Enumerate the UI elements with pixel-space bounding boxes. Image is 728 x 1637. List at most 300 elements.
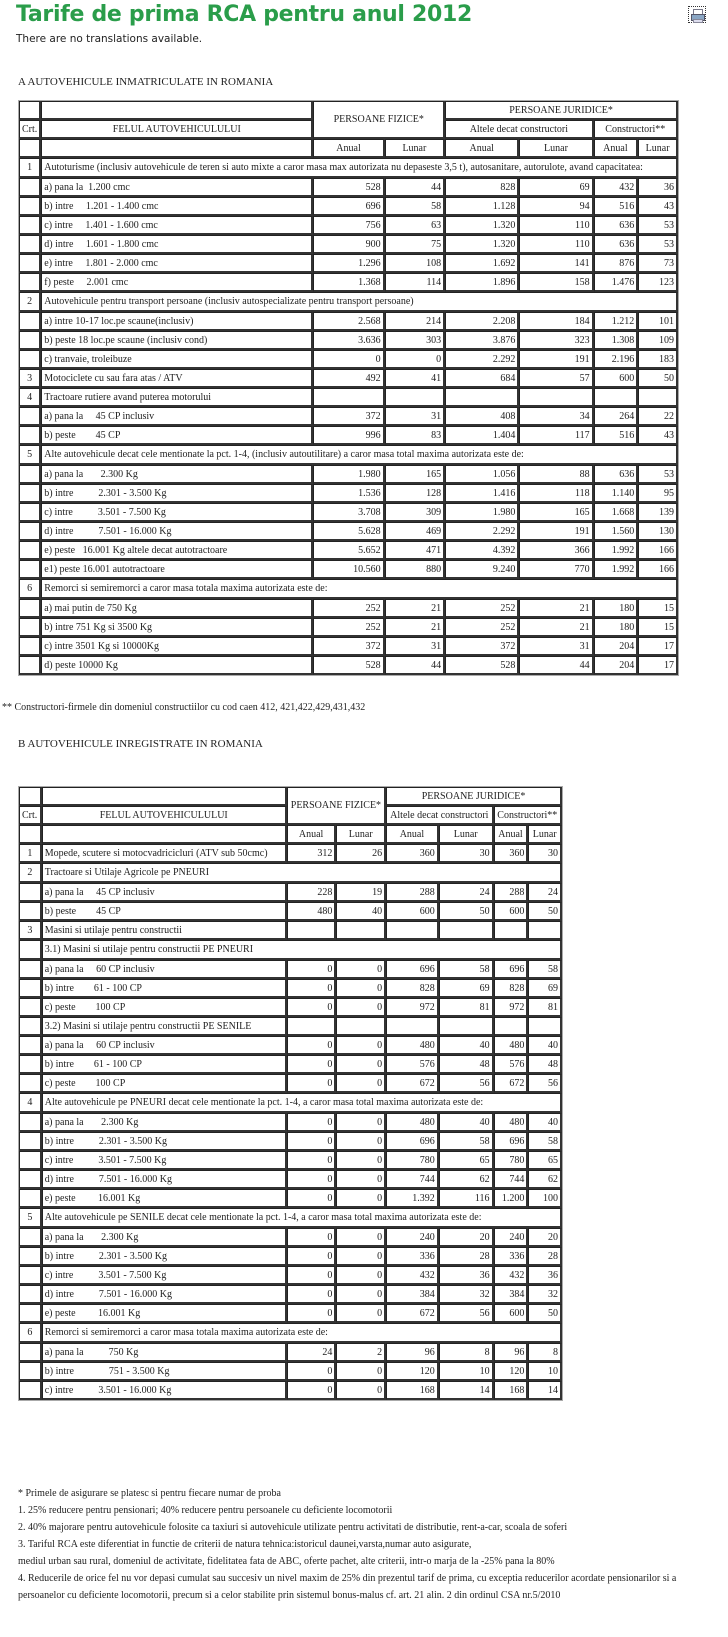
table-row xyxy=(19,541,678,560)
header-felul: FELUL AUTOVEHICULULUI xyxy=(41,120,313,139)
constructori-lunar-value: 56 xyxy=(528,1074,562,1093)
row-number: 6 xyxy=(19,1323,42,1343)
row-number xyxy=(19,484,41,503)
altele-lunar-value: 69 xyxy=(519,178,593,197)
fizice-lunar-value xyxy=(336,1017,386,1036)
row-number xyxy=(19,1074,42,1093)
fizice-anual-value: 0 xyxy=(287,1228,337,1247)
fizice-anual-value: 5.652 xyxy=(313,541,384,560)
constructori-lunar-value: 40 xyxy=(528,1113,562,1132)
row-number xyxy=(19,1170,42,1189)
vehicle-type-label: Alte autovehicule pe PNEURI decat cele mentionate la pct. 1-4, a caror masa total maxima autorizata este de: xyxy=(42,1093,562,1113)
constructori-lunar-value: 53 xyxy=(638,465,678,484)
vehicle-type-label: b) peste 45 CP xyxy=(42,902,287,921)
altele-anual-value xyxy=(445,388,519,407)
constructori-anual-value: 1.140 xyxy=(594,484,639,503)
row-number xyxy=(19,465,41,484)
altele-anual-value: 2.292 xyxy=(445,522,519,541)
fizice-anual-value: 696 xyxy=(313,197,384,216)
fizice-lunar-value: 165 xyxy=(385,465,445,484)
fizice-anual-value: 0 xyxy=(287,1074,337,1093)
fizice-anual-value: 372 xyxy=(313,407,384,426)
fizice-lunar-value: 58 xyxy=(385,197,445,216)
vehicle-type-label: a) pana la 45 CP inclusiv xyxy=(41,407,313,426)
constructori-lunar-value: 139 xyxy=(638,503,678,522)
printer-tray-shape xyxy=(693,19,703,23)
fizice-anual-value: 1.980 xyxy=(313,465,384,484)
altele-anual-value: 576 xyxy=(386,1055,439,1074)
fizice-lunar-value: 0 xyxy=(336,1132,386,1151)
constructori-lunar-value: 58 xyxy=(528,1132,562,1151)
row-number xyxy=(19,1036,42,1055)
altele-lunar-value: 141 xyxy=(519,254,593,273)
row-number xyxy=(19,350,41,369)
row-number: 1 xyxy=(19,844,42,863)
row-number xyxy=(19,637,41,656)
constructori-anual-value: 600 xyxy=(494,902,529,921)
fizice-lunar-value: 83 xyxy=(385,426,445,445)
constructori-lunar-value: 166 xyxy=(638,560,678,579)
row-number xyxy=(19,522,41,541)
fizice-anual-value: 10.560 xyxy=(313,560,384,579)
fizice-lunar-value: 0 xyxy=(336,1151,386,1170)
constructori-lunar-value: 22 xyxy=(638,407,678,426)
row-number xyxy=(19,407,41,426)
altele-anual-value: 828 xyxy=(386,979,439,998)
vehicle-type-label: b) peste 45 CP xyxy=(41,426,313,445)
table-row xyxy=(19,1132,562,1151)
fizice-anual-value: 0 xyxy=(287,979,337,998)
row-number xyxy=(19,273,41,292)
vehicle-type-label: c) intre 3.501 - 16.000 Kg xyxy=(42,1381,287,1400)
constructori-lunar-value: 95 xyxy=(638,484,678,503)
fizice-anual-value xyxy=(313,388,384,407)
altele-lunar-value: 20 xyxy=(439,1228,494,1247)
fizice-anual-value: 0 xyxy=(287,998,337,1017)
header-lunar: Lunar xyxy=(638,139,678,158)
vehicle-type-label: d) intre 7.501 - 16.000 Kg xyxy=(41,522,313,541)
constructori-anual-value: 360 xyxy=(494,844,529,863)
altele-anual-value: 1.320 xyxy=(445,216,519,235)
constructori-lunar-value xyxy=(528,921,562,940)
vehicle-type-label: b) intre 751 - 3.500 Kg xyxy=(42,1362,287,1381)
constructori-lunar-value: 43 xyxy=(638,426,678,445)
altele-anual-value: 1.128 xyxy=(445,197,519,216)
constructori-anual-value: 636 xyxy=(594,216,639,235)
table-row xyxy=(19,1074,562,1093)
altele-lunar-value: 184 xyxy=(519,312,593,331)
table-row xyxy=(19,426,678,445)
row-number: 4 xyxy=(19,388,41,407)
row-number: 1 xyxy=(19,158,41,178)
constructori-lunar-value: 32 xyxy=(528,1285,562,1304)
fizice-anual-value: 900 xyxy=(313,235,384,254)
fizice-anual-value: 0 xyxy=(287,1036,337,1055)
table-row xyxy=(19,1151,562,1170)
altele-anual-value: 384 xyxy=(386,1285,439,1304)
altele-anual-value: 2.208 xyxy=(445,312,519,331)
tariff-table-a xyxy=(18,100,679,676)
fizice-lunar-value: 128 xyxy=(385,484,445,503)
header-felul: FELUL AUTOVEHICULULUI xyxy=(42,806,287,825)
row-number: 2 xyxy=(19,292,41,312)
altele-lunar-value: 323 xyxy=(519,331,593,350)
altele-anual-value: 1.320 xyxy=(445,235,519,254)
table-row xyxy=(19,599,678,618)
table-row xyxy=(19,216,678,235)
row-number xyxy=(19,1343,42,1362)
constructori-lunar-value: 15 xyxy=(638,618,678,637)
table-group-row xyxy=(19,445,678,465)
altele-anual-value: 696 xyxy=(386,960,439,979)
altele-lunar-value: 366 xyxy=(519,541,593,560)
altele-lunar-value: 165 xyxy=(519,503,593,522)
constructori-anual-value: 180 xyxy=(594,599,639,618)
table-row xyxy=(19,1055,562,1074)
altele-anual-value: 600 xyxy=(386,902,439,921)
vehicle-type-label: b) intre 1.201 - 1.400 cmc xyxy=(41,197,313,216)
altele-lunar-value: 31 xyxy=(519,637,593,656)
fizice-lunar-value: 0 xyxy=(336,1285,386,1304)
vehicle-type-label: b) intre 61 - 100 CP xyxy=(42,1055,287,1074)
vehicle-type-label: c) intre 3.501 - 7.500 Kg xyxy=(41,503,313,522)
printer-icon[interactable] xyxy=(688,6,706,23)
table-row xyxy=(19,618,678,637)
vehicle-type-label: 3.2) Masini si utilaje pentru constructii PE SENILE xyxy=(42,1017,287,1036)
vehicle-type-label: c) intre 3.501 - 7.500 Kg xyxy=(42,1151,287,1170)
row-number xyxy=(19,1113,42,1132)
row-number: 4 xyxy=(19,1093,42,1113)
fizice-lunar-value: 0 xyxy=(336,1036,386,1055)
row-number xyxy=(19,178,41,197)
tariff-table-b xyxy=(18,786,563,1401)
table-row xyxy=(19,407,678,426)
header-blank-crt xyxy=(19,787,42,806)
vehicle-type-label: a) pana la 2.300 Kg xyxy=(42,1113,287,1132)
vehicle-type-label: a) pana la 750 Kg xyxy=(42,1343,287,1362)
section-a-title: A AUTOVEHICULE INMATRICULATE IN ROMANIA xyxy=(18,76,274,88)
fizice-anual-value: 24 xyxy=(287,1343,337,1362)
vehicle-type-label: Tractoare rutiere avand puterea motorului xyxy=(41,388,313,407)
altele-anual-value: 696 xyxy=(386,1132,439,1151)
row-number xyxy=(19,235,41,254)
constructori-lunar-value: 123 xyxy=(638,273,678,292)
fizice-anual-value: 480 xyxy=(287,902,337,921)
vehicle-type-label: c) intre 1.401 - 1.600 cmc xyxy=(41,216,313,235)
table-row xyxy=(19,312,678,331)
constructori-anual-value: 180 xyxy=(594,618,639,637)
fizice-lunar-value: 21 xyxy=(385,599,445,618)
constructori-anual-value: 1.476 xyxy=(594,273,639,292)
table-row xyxy=(19,197,678,216)
table-a-header xyxy=(19,101,678,158)
altele-lunar-value: 24 xyxy=(439,883,494,902)
table-row xyxy=(19,331,678,350)
constructori-lunar-value: 109 xyxy=(638,331,678,350)
constructori-anual-value: 696 xyxy=(494,1132,529,1151)
altele-lunar-value: 110 xyxy=(519,216,593,235)
fizice-anual-value: 0 xyxy=(287,1304,337,1323)
footnote-asterisk: * Primele de asigurare se platesc si pentru fiecare numar de proba xyxy=(18,1488,281,1499)
table-row xyxy=(19,1017,562,1036)
altele-anual-value: 432 xyxy=(386,1266,439,1285)
vehicle-type-label: a) intre 10-17 loc.pe scaune(inclusiv) xyxy=(41,312,313,331)
vehicle-type-label: c) intre 3.501 - 7.500 Kg xyxy=(42,1266,287,1285)
vehicle-type-label: Autovehicule pentru transport persoane (inclusiv autospecializate pentru transport persoane) xyxy=(41,292,678,312)
constructori-lunar-value xyxy=(528,1017,562,1036)
vehicle-type-label: b) peste 18 loc.pe scaune (inclusiv cond) xyxy=(41,331,313,350)
altele-lunar-value: 10 xyxy=(439,1362,494,1381)
header-constructori: Constructori** xyxy=(594,120,678,139)
constructori-lunar-value: 58 xyxy=(528,960,562,979)
constructori-lunar-value: 36 xyxy=(528,1266,562,1285)
fizice-anual-value: 0 xyxy=(287,1362,337,1381)
row-number xyxy=(19,998,42,1017)
constructori-lunar-value: 50 xyxy=(528,902,562,921)
constructori-anual-value: 600 xyxy=(494,1304,529,1323)
row-number xyxy=(19,1381,42,1400)
row-number xyxy=(19,1247,42,1266)
vehicle-type-label: c) peste 100 CP xyxy=(42,998,287,1017)
altele-lunar-value: 8 xyxy=(439,1343,494,1362)
altele-lunar-value: 21 xyxy=(519,618,593,637)
footnote-3: 3. Tariful RCA este diferentiat in functie de criterii de natura tehnica:istoricul daunei,varsta,numar auto asigurate, xyxy=(18,1539,472,1550)
altele-anual-value xyxy=(386,921,439,940)
constructori-note: ** Constructori-firmele din domeniul constructiilor cu cod caen 412, 421,422,429,431,432 xyxy=(2,702,366,713)
fizice-lunar-value: 40 xyxy=(336,902,386,921)
altele-anual-value: 780 xyxy=(386,1151,439,1170)
constructori-anual-value xyxy=(494,921,529,940)
vehicle-type-label: d) peste 10000 Kg xyxy=(41,656,313,675)
header-lunar: Lunar xyxy=(528,825,562,844)
altele-lunar-value: 58 xyxy=(439,1132,494,1151)
altele-lunar-value: 14 xyxy=(439,1381,494,1400)
altele-lunar-value: 30 xyxy=(439,844,494,863)
constructori-anual-value: 516 xyxy=(594,197,639,216)
vehicle-type-label: a) pana la 60 CP inclusiv xyxy=(42,1036,287,1055)
constructori-lunar-value: 73 xyxy=(638,254,678,273)
table-group-row xyxy=(19,579,678,599)
header-lunar: Lunar xyxy=(385,139,445,158)
row-number xyxy=(19,1304,42,1323)
fizice-anual-value: 0 xyxy=(287,1266,337,1285)
constructori-anual-value: 204 xyxy=(594,637,639,656)
constructori-anual-value: 576 xyxy=(494,1055,529,1074)
altele-lunar-value: 48 xyxy=(439,1055,494,1074)
constructori-lunar-value: 43 xyxy=(638,197,678,216)
header-persoane-juridice: PERSOANE JURIDICE* xyxy=(386,787,562,806)
altele-lunar-value: 56 xyxy=(439,1304,494,1323)
fizice-lunar-value: 880 xyxy=(385,560,445,579)
constructori-anual-value: 1.308 xyxy=(594,331,639,350)
row-number: 5 xyxy=(19,445,41,465)
vehicle-type-label: c) peste 100 CP xyxy=(42,1074,287,1093)
constructori-anual-value: 828 xyxy=(494,979,529,998)
altele-anual-value: 1.392 xyxy=(386,1189,439,1208)
constructori-anual-value: 120 xyxy=(494,1362,529,1381)
altele-anual-value: 672 xyxy=(386,1304,439,1323)
altele-anual-value: 744 xyxy=(386,1170,439,1189)
altele-anual-value: 240 xyxy=(386,1228,439,1247)
constructori-anual-value xyxy=(594,388,639,407)
vehicle-type-label: a) pana la 1.200 cmc xyxy=(41,178,313,197)
fizice-anual-value: 0 xyxy=(313,350,384,369)
table-row xyxy=(19,960,562,979)
table-row xyxy=(19,656,678,675)
vehicle-type-label: b) intre 751 Kg si 3500 Kg xyxy=(41,618,313,637)
vehicle-type-label: Alte autovehicule decat cele mentionate la pct. 1-4, (inclusiv autoutilitare) a caror masa total maxima autorizata este de: xyxy=(41,445,678,465)
fizice-anual-value: 0 xyxy=(287,1151,337,1170)
fizice-anual-value: 996 xyxy=(313,426,384,445)
altele-lunar-value: 62 xyxy=(439,1170,494,1189)
vehicle-type-label: b) intre 2.301 - 3.500 Kg xyxy=(42,1132,287,1151)
table-row xyxy=(19,1362,562,1381)
vehicle-type-label: a) pana la 60 CP inclusiv xyxy=(42,960,287,979)
altele-anual-value: 3.876 xyxy=(445,331,519,350)
constructori-lunar-value: 62 xyxy=(528,1170,562,1189)
row-number xyxy=(19,331,41,350)
constructori-lunar-value: 24 xyxy=(528,883,562,902)
altele-lunar-value: 69 xyxy=(439,979,494,998)
fizice-lunar-value xyxy=(336,921,386,940)
vehicle-type-label: c) intre 3501 Kg si 10000Kg xyxy=(41,637,313,656)
table-row xyxy=(19,1170,562,1189)
constructori-lunar-value: 50 xyxy=(638,369,678,388)
altele-anual-value: 96 xyxy=(386,1343,439,1362)
row-number xyxy=(19,560,41,579)
row-number xyxy=(19,656,41,675)
altele-lunar-value: 44 xyxy=(519,656,593,675)
vehicle-type-label: a) pana la 2.300 Kg xyxy=(42,1228,287,1247)
altele-lunar-value: 191 xyxy=(519,350,593,369)
altele-lunar-value: 21 xyxy=(519,599,593,618)
fizice-lunar-value: 469 xyxy=(385,522,445,541)
vehicle-type-label: 3.1) Masini si utilaje pentru constructii PE PNEURI xyxy=(42,940,562,960)
fizice-lunar-value: 44 xyxy=(385,178,445,197)
row-number xyxy=(19,1017,42,1036)
table-b-header xyxy=(19,787,562,844)
fizice-anual-value: 0 xyxy=(287,1113,337,1132)
constructori-anual-value: 516 xyxy=(594,426,639,445)
constructori-anual-value: 780 xyxy=(494,1151,529,1170)
row-number xyxy=(19,503,41,522)
fizice-lunar-value xyxy=(385,388,445,407)
altele-anual-value: 288 xyxy=(386,883,439,902)
altele-anual-value: 360 xyxy=(386,844,439,863)
altele-anual-value: 1.692 xyxy=(445,254,519,273)
constructori-lunar-value: 81 xyxy=(528,998,562,1017)
fizice-anual-value: 2.568 xyxy=(313,312,384,331)
fizice-lunar-value: 0 xyxy=(336,1266,386,1285)
table-row xyxy=(19,388,678,407)
footnote-2: 2. 40% majorare pentru autovehicule folosite ca taxiuri si autovehicule utilizate pentru activitati de distributie, rent-a-car, scoala de soferi xyxy=(18,1522,568,1533)
table-row xyxy=(19,560,678,579)
header-blank-felul xyxy=(42,787,287,806)
table-row xyxy=(19,273,678,292)
constructori-anual-value: 480 xyxy=(494,1036,529,1055)
row-number: 2 xyxy=(19,863,42,883)
header-altele: Altele decat constructori xyxy=(445,120,593,139)
constructori-lunar-value: 166 xyxy=(638,541,678,560)
header-anual: Anual xyxy=(494,825,529,844)
altele-lunar-value xyxy=(439,1017,494,1036)
footnote-3-continued: mediul urban sau rural, domeniul de activitate, fidelitatea fata de ABC, oferte pachet, alte criterii, intr-o marja de la -25% pana la 80% xyxy=(18,1556,555,1567)
altele-anual-value: 1.404 xyxy=(445,426,519,445)
altele-lunar-value xyxy=(439,921,494,940)
altele-lunar-value: 117 xyxy=(519,426,593,445)
row-number xyxy=(19,960,42,979)
fizice-lunar-value: 0 xyxy=(336,1055,386,1074)
constructori-lunar-value: 101 xyxy=(638,312,678,331)
constructori-anual-value: 2.196 xyxy=(594,350,639,369)
table-b-body xyxy=(19,844,562,1400)
constructori-anual-value: 384 xyxy=(494,1285,529,1304)
constructori-anual-value: 744 xyxy=(494,1170,529,1189)
row-number xyxy=(19,197,41,216)
table-row xyxy=(19,883,562,902)
constructori-anual-value xyxy=(494,1017,529,1036)
header-blank xyxy=(42,825,287,844)
altele-lunar-value: 40 xyxy=(439,1113,494,1132)
constructori-lunar-value: 53 xyxy=(638,235,678,254)
footnote-4: 4. Reducerile de orice fel nu vor depasi cumulat sau succesiv un nivel maxim de 25% din prezentul tarif de prima, cu exceptia reducerilor acordate pensionarilor si a persoanelor cu deficiente locomotorii, precum si a celor stabilite prin sistemul bonus-malus cf. art. 21 alin. 2 din ordinul CSA nr.5/2010 xyxy=(18,1573,677,1601)
vehicle-type-label: a) pana la 2.300 Kg xyxy=(41,465,313,484)
fizice-anual-value: 1.296 xyxy=(313,254,384,273)
fizice-lunar-value: 44 xyxy=(385,656,445,675)
altele-anual-value: 1.980 xyxy=(445,503,519,522)
table-group-row xyxy=(19,863,562,883)
vehicle-type-label: d) intre 7.501 - 16.000 Kg xyxy=(42,1285,287,1304)
header-blank-crt xyxy=(19,101,41,120)
row-number: 3 xyxy=(19,921,42,940)
row-number xyxy=(19,312,41,331)
fizice-lunar-value: 26 xyxy=(336,844,386,863)
fizice-lunar-value: 75 xyxy=(385,235,445,254)
fizice-lunar-value: 114 xyxy=(385,273,445,292)
constructori-anual-value: 432 xyxy=(594,178,639,197)
table-row xyxy=(19,1036,562,1055)
altele-lunar-value: 81 xyxy=(439,998,494,1017)
table-row xyxy=(19,1285,562,1304)
fizice-lunar-value: 63 xyxy=(385,216,445,235)
constructori-lunar-value: 30 xyxy=(528,844,562,863)
altele-anual-value xyxy=(386,1017,439,1036)
table-row xyxy=(19,1189,562,1208)
fizice-lunar-value: 0 xyxy=(336,1304,386,1323)
altele-anual-value: 480 xyxy=(386,1036,439,1055)
fizice-lunar-value: 108 xyxy=(385,254,445,273)
fizice-anual-value: 312 xyxy=(287,844,337,863)
vehicle-type-label: b) intre 2.301 - 3.500 Kg xyxy=(42,1247,287,1266)
constructori-anual-value: 1.992 xyxy=(594,560,639,579)
altele-anual-value: 1.416 xyxy=(445,484,519,503)
constructori-anual-value: 1.212 xyxy=(594,312,639,331)
altele-lunar-value: 32 xyxy=(439,1285,494,1304)
table-group-row xyxy=(19,940,562,960)
fizice-anual-value: 372 xyxy=(313,637,384,656)
header-anual: Anual xyxy=(445,139,519,158)
vehicle-type-label: Masini si utilaje pentru constructii xyxy=(42,921,287,940)
altele-lunar-value: 57 xyxy=(519,369,593,388)
constructori-lunar-value: 20 xyxy=(528,1228,562,1247)
row-number xyxy=(19,1362,42,1381)
fizice-lunar-value: 0 xyxy=(336,998,386,1017)
vehicle-type-label: Autoturisme (inclusiv autovehicule de teren si auto mixte a caror masa max autorizata nu depaseste 3,5 t), autosanitare, autorulote, avand capacitatea: xyxy=(41,158,678,178)
constructori-lunar-value: 100 xyxy=(528,1189,562,1208)
fizice-anual-value: 0 xyxy=(287,1189,337,1208)
vehicle-type-label: Motociclete cu sau fara atas / ATV xyxy=(41,369,313,388)
row-number xyxy=(19,883,42,902)
